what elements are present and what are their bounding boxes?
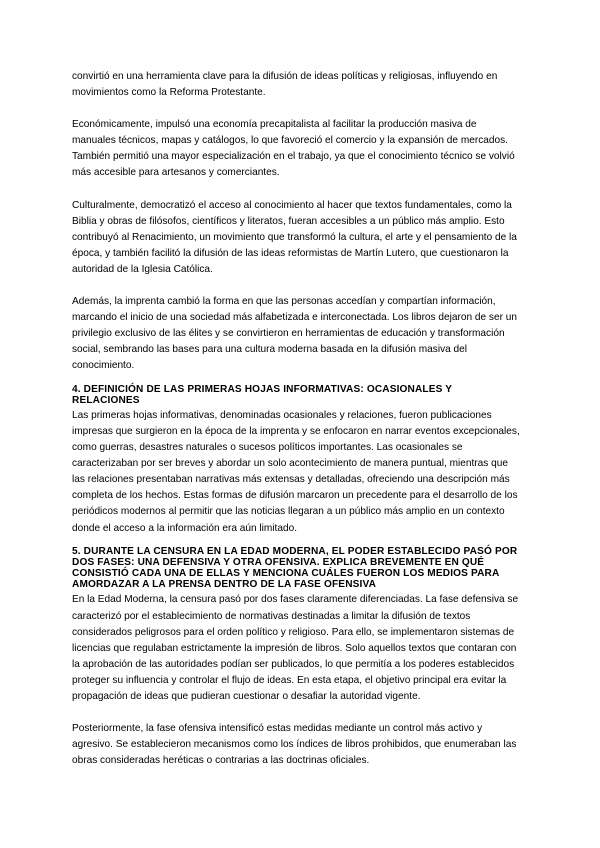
section-5-heading: 5. DURANTE LA CENSURA EN LA EDAD MODERNA, EL PODER ESTABLECIDO PASÓ POR DOS FASES: UNA DEFENSIVA Y OTRA OFENSIVA. EXPLICA BREVEMENTE EN QUÉ CONSISTIÓ CADA UNA DE ELLAS Y MENCIONA CUÁLES FUERON LOS MEDIOS PARA AMORDAZAR A LA PRENSA DENTRO DE LA FASE OFENSIVA	[72, 545, 518, 591]
paragraph-spacer	[72, 375, 520, 384]
paragraph-spacer	[72, 278, 520, 294]
document-body	[72, 69, 520, 769]
section-5-body: En la Edad Moderna, la censura pasó por dos fases claramente diferenciadas. La fase defensiva se caracterizó por el establecimiento de normativas destinadas a limitar la difusión de textos considerados peligrosos para el orden político y religioso. Para ello, se implementaron sistemas de licencias que regulaban estrictamente la impresión de libros. Solo aquellos textos que contaran con la aprobación de las autoridades podían ser publicados, lo que permitía a los poderes establecidos proteger su influencia y controlar el flujo de ideas. En esta etapa, el objetivo principal era evitar la propagación de ideas que pudieran cuestionar o desafiar la autoridad vigente.	[72, 594, 519, 703]
paragraph-spacer	[72, 537, 520, 546]
paragraph-spacer	[72, 705, 520, 721]
paragraph-spacer	[72, 101, 520, 117]
section-5-body-continued: Posteriormente, la fase ofensiva intensificó estas medidas mediante un control más activo y agresivo. Se establecieron mecanismos como los índices de libros prohibidos, que enumeraban las obras consideradas heréticas o contrarias a las doctrinas oficiales.	[72, 723, 517, 767]
paragraph-cultural: Culturalmente, democratizó el acceso al conocimiento al hacer que textos fundamentales, como la Biblia y obras de filósofos, científicos y literatos, fueran accesibles a un público más amplio. Esto contribuyó al Renacimiento, un movimiento que transformó la cultura, el arte y el pensamiento de la época, y también facilitó la difusión de las ideas reformistas de Martín Lutero, que cuestionaron la autoridad de la Iglesia Católica.	[72, 199, 517, 275]
paragraph-intro: convirtió en una herramienta clave para la difusión de ideas políticas y religiosas, influyendo en movimientos como la Reforma Protestante.	[72, 71, 498, 99]
paragraph-social: Además, la imprenta cambió la forma en que las personas accedían y compartían información, marcando el inicio de una sociedad más alfabetizada e interconectada. Los libros dejaron de ser un privilegio exclusivo de las élites y se convirtieron en herramientas de educación y transformación social, sembrando las bases para una cultura moderna basada en la difusión masiva del conocimiento.	[72, 296, 517, 372]
section-4-body: Las primeras hojas informativas, denominadas ocasionales y relaciones, fueron publicaciones impresas que surgieron en la época de la imprenta y se enfocaron en narrar eventos excepcionales, como guerras, desastres naturales o sucesos políticos importantes. Las ocasionales se caracterizaban por ser breves y abordar un solo acontecimiento de manera puntual, mientras que las relaciones presentaban narrativas más extensas y detalladas, ofreciendo una descripción más completa de los hechos. Estas formas de difusión marcaron un precedente para el desarrollo de los periódicos modernos al permitir que las noticias llegaran a un público más amplio en un contexto donde el acceso a la información era aún limitado.	[72, 409, 520, 534]
paragraph-spacer	[72, 182, 520, 198]
paragraph-economic: Económicamente, impulsó una economía precapitalista al facilitar la producción masiva de manuales técnicos, mapas y catálogos, lo que favoreció el comercio y la expansión de mercados. También permitió una mayor especialización en el trabajo, ya que el conocimiento técnico se volvió más accesible para artesanos y comerciantes.	[72, 119, 515, 179]
section-4-heading: 4. DEFINICIÓN DE LAS PRIMERAS HOJAS INFORMATIVAS: OCASIONALES Y RELACIONES	[72, 383, 452, 406]
